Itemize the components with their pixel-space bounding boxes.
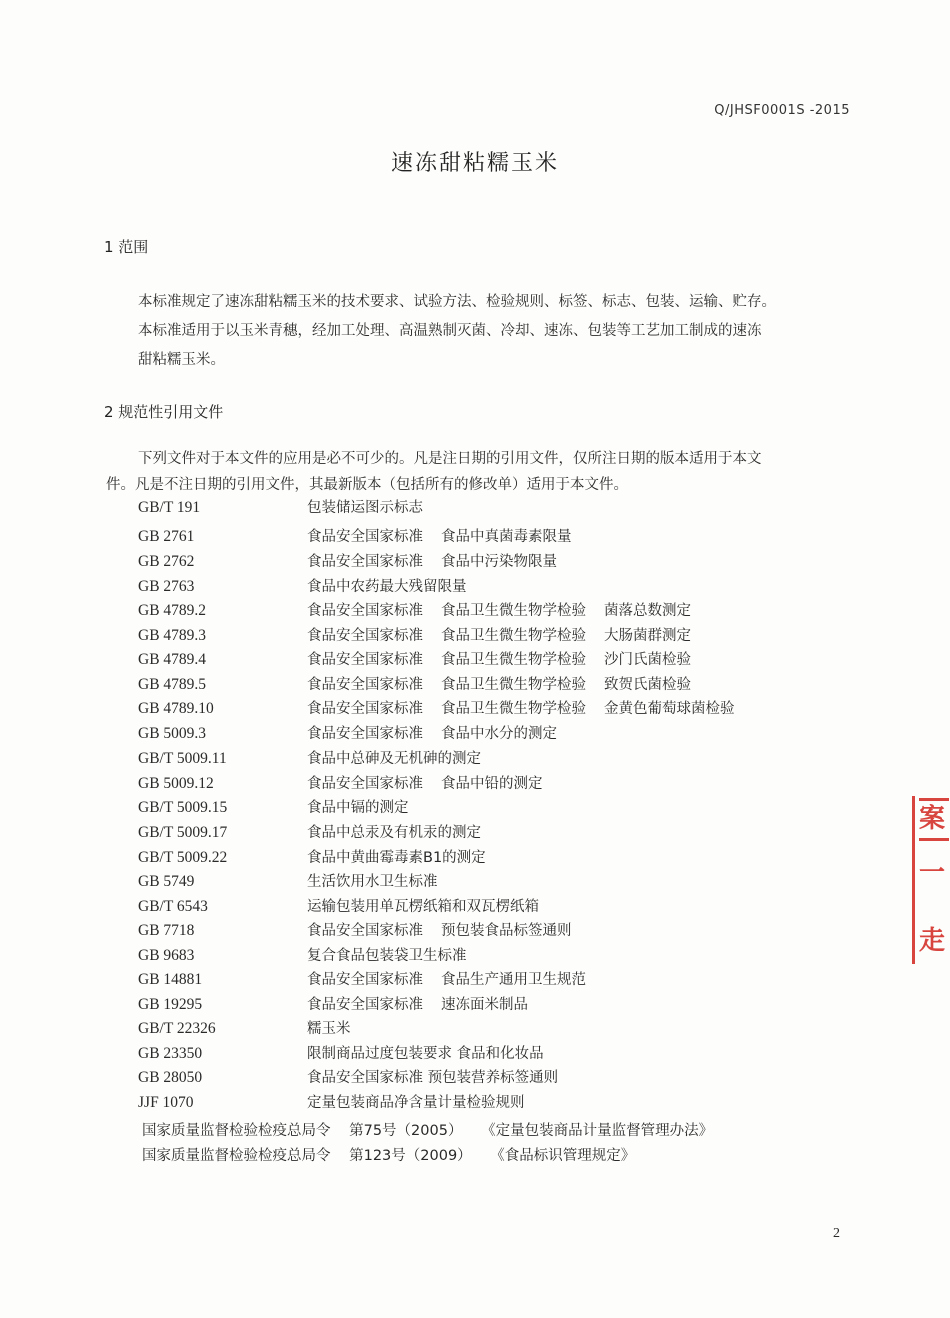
scope-line-3: 甜粘糯玉米。 [138, 352, 225, 368]
stamp-char: 一 [919, 858, 946, 888]
reference-title [307, 697, 735, 721]
reference-title [307, 722, 557, 746]
reference-title-part: 食品卫生微生物学检验 [441, 701, 586, 717]
order-row [142, 1119, 713, 1140]
reference-code: GB/T 191 [138, 499, 201, 516]
reference-code: GB 4789.4 [138, 651, 207, 668]
reference-code: GB 4789.2 [138, 602, 207, 619]
reference-code: GB 14881 [138, 971, 203, 988]
reference-title-part: 食品安全国家标准 [307, 554, 423, 570]
reference-title [307, 1042, 544, 1066]
reference-title-part: 食品安全国家标准 [307, 652, 423, 668]
reference-code: GB 19295 [138, 996, 203, 1013]
reference-title [307, 648, 691, 672]
reference-code: JJF 1070 [138, 1094, 194, 1111]
order-name: 《定量包装商品计量监督管理办法》 [481, 1123, 714, 1139]
reference-code: GB 5749 [138, 873, 195, 890]
reference-title-part: 食品安全国家标准 [307, 701, 423, 717]
reference-title [307, 846, 486, 870]
reference-code: GB 5009.12 [138, 775, 214, 792]
reference-title-part: 定量包装商品净含量计量检验规则 [307, 1095, 525, 1111]
reference-title-part: 运输包装用单瓦楞纸箱和双瓦楞纸箱 [307, 899, 539, 915]
reference-title-part: 食品中真菌毒素限量 [441, 529, 572, 545]
reference-title [307, 550, 557, 574]
intro-line-2: 件。凡是不注日期的引用文件，其最新版本（包括所有的修改单）适用于本文件。 [106, 477, 628, 493]
reference-title-part: 食品安全国家标准 [307, 677, 423, 693]
reference-title [307, 747, 481, 771]
reference-code: GB 23350 [138, 1045, 203, 1062]
reference-code: GB 5009.3 [138, 725, 207, 742]
reference-title-part: 预包装食品标签通则 [441, 923, 572, 939]
reference-code: GB/T 6543 [138, 898, 208, 915]
reference-title-part: 复合食品包装袋卫生标准 [307, 948, 467, 964]
reference-title-part: 食品生产通用卫生规范 [441, 972, 586, 988]
page-number: 2 [833, 1226, 840, 1241]
reference-code: GB/T 5009.15 [138, 799, 228, 816]
section-heading-scope: 1 范围 [104, 238, 149, 256]
reference-code: GB 7718 [138, 922, 195, 939]
filing-stamp [912, 796, 950, 964]
reference-title [307, 944, 467, 968]
references-intro [106, 446, 854, 498]
reference-title-part: 包装储运图示标志 [307, 500, 423, 516]
reference-title [307, 624, 691, 648]
reference-code: GB/T 5009.22 [138, 849, 228, 866]
reference-title [307, 968, 586, 992]
stamp-char: 案 [919, 804, 946, 834]
reference-title-part: 食品安全国家标准 [307, 529, 423, 545]
stamp-line [919, 838, 949, 841]
reference-title [307, 895, 539, 919]
reference-title-part: 菌落总数测定 [604, 603, 691, 619]
reference-title-part: 沙门氏菌检验 [604, 652, 691, 668]
order-issuer: 国家质量监督检验检疫总局令 [142, 1148, 331, 1164]
reference-title-part: 食品中黄曲霉毒素B1的测定 [307, 850, 486, 866]
reference-title-part: 速冻面米制品 [441, 997, 528, 1013]
reference-title-part: 金黄色葡萄球菌检验 [604, 701, 735, 717]
reference-title-part: 食品安全国家标准 [307, 628, 423, 644]
reference-title [307, 496, 423, 520]
stamp-line [919, 798, 949, 801]
scope-line-1: 本标准规定了速冻甜粘糯玉米的技术要求、试验方法、检验规则、标签、标志、包装、运输、贮存。 [138, 294, 776, 310]
reference-title-part: 生活饮用水卫生标准 [307, 874, 438, 890]
order-name: 《食品标识管理规定》 [490, 1148, 636, 1164]
reference-title-part: 食品安全国家标准 [307, 997, 423, 1013]
reference-title-part: 糯玉米 [307, 1021, 351, 1037]
reference-title-part: 食品中农药最大残留限量 [307, 579, 467, 595]
reference-title-part: 大肠菌群测定 [604, 628, 691, 644]
reference-code: GB/T 5009.17 [138, 824, 228, 841]
reference-title-part: 食品安全国家标准 [307, 776, 423, 792]
reference-title-part: 食品卫生微生物学检验 [441, 603, 586, 619]
reference-code: GB 4789.5 [138, 676, 207, 693]
reference-title-part: 食品卫生微生物学检验 [441, 652, 586, 668]
reference-title [307, 599, 691, 623]
reference-title-part: 食品安全国家标准 [307, 726, 423, 742]
reference-title [307, 1066, 558, 1090]
reference-title [307, 673, 691, 697]
reference-title-part: 食品卫生微生物学检验 [441, 628, 586, 644]
reference-title-part: 食品安全国家标准 预包装营养标签通则 [307, 1070, 559, 1086]
reference-title-part: 限制商品过度包装要求 食品和化妆品 [307, 1046, 544, 1062]
stamp-char: 走 [919, 926, 946, 956]
reference-code: GB 4789.10 [138, 700, 214, 717]
reference-code: GB 28050 [138, 1069, 203, 1086]
reference-code: GB 9683 [138, 947, 195, 964]
reference-title-part: 食品安全国家标准 [307, 972, 423, 988]
order-row [142, 1144, 635, 1165]
reference-title-part: 食品中污染物限量 [441, 554, 557, 570]
reference-code: GB 2761 [138, 528, 195, 545]
reference-title [307, 796, 409, 820]
reference-title [307, 1091, 525, 1115]
reference-title [307, 1017, 351, 1041]
reference-code: GB/T 5009.11 [138, 750, 227, 767]
intro-line-1: 下列文件对于本文件的应用是必不可少的。凡是注日期的引用文件，仅所注日期的版本适用于本文 [138, 451, 762, 467]
reference-title [307, 575, 467, 599]
order-issuer: 国家质量监督检验检疫总局令 [142, 1123, 331, 1139]
reference-title-part: 致贺氏菌检验 [604, 677, 691, 693]
reference-title-part: 食品安全国家标准 [307, 603, 423, 619]
reference-title [307, 821, 481, 845]
section-heading-references: 2 规范性引用文件 [104, 403, 224, 421]
reference-code: GB 4789.3 [138, 627, 207, 644]
reference-title [307, 919, 572, 943]
document-title: 速冻甜粘糯玉米 [390, 151, 559, 176]
reference-code: GB 2763 [138, 578, 195, 595]
scope-paragraph [106, 288, 854, 375]
scope-line-2: 本标准适用于以玉米青穗，经加工处理、高温熟制灭菌、冷却、速冻、包装等工艺加工制成的速冻 [138, 323, 762, 339]
order-number: 第123号（2009） [349, 1148, 472, 1164]
reference-title-part: 食品中铅的测定 [441, 776, 543, 792]
reference-title [307, 525, 572, 549]
reference-title [307, 993, 528, 1017]
reference-title [307, 772, 543, 796]
reference-code: GB 2762 [138, 553, 195, 570]
reference-title-part: 食品中水分的测定 [441, 726, 557, 742]
reference-code: GB/T 22326 [138, 1020, 216, 1037]
order-number: 第75号（2005） [349, 1123, 463, 1139]
reference-title-part: 食品中总砷及无机砷的测定 [307, 751, 481, 767]
reference-title-part: 食品卫生微生物学检验 [441, 677, 586, 693]
reference-title [307, 870, 438, 894]
reference-title-part: 食品安全国家标准 [307, 923, 423, 939]
reference-title-part: 食品中总汞及有机汞的测定 [307, 825, 481, 841]
reference-title-part: 食品中镉的测定 [307, 800, 409, 816]
standard-code: Q/JHSF0001S -2015 [714, 103, 850, 118]
